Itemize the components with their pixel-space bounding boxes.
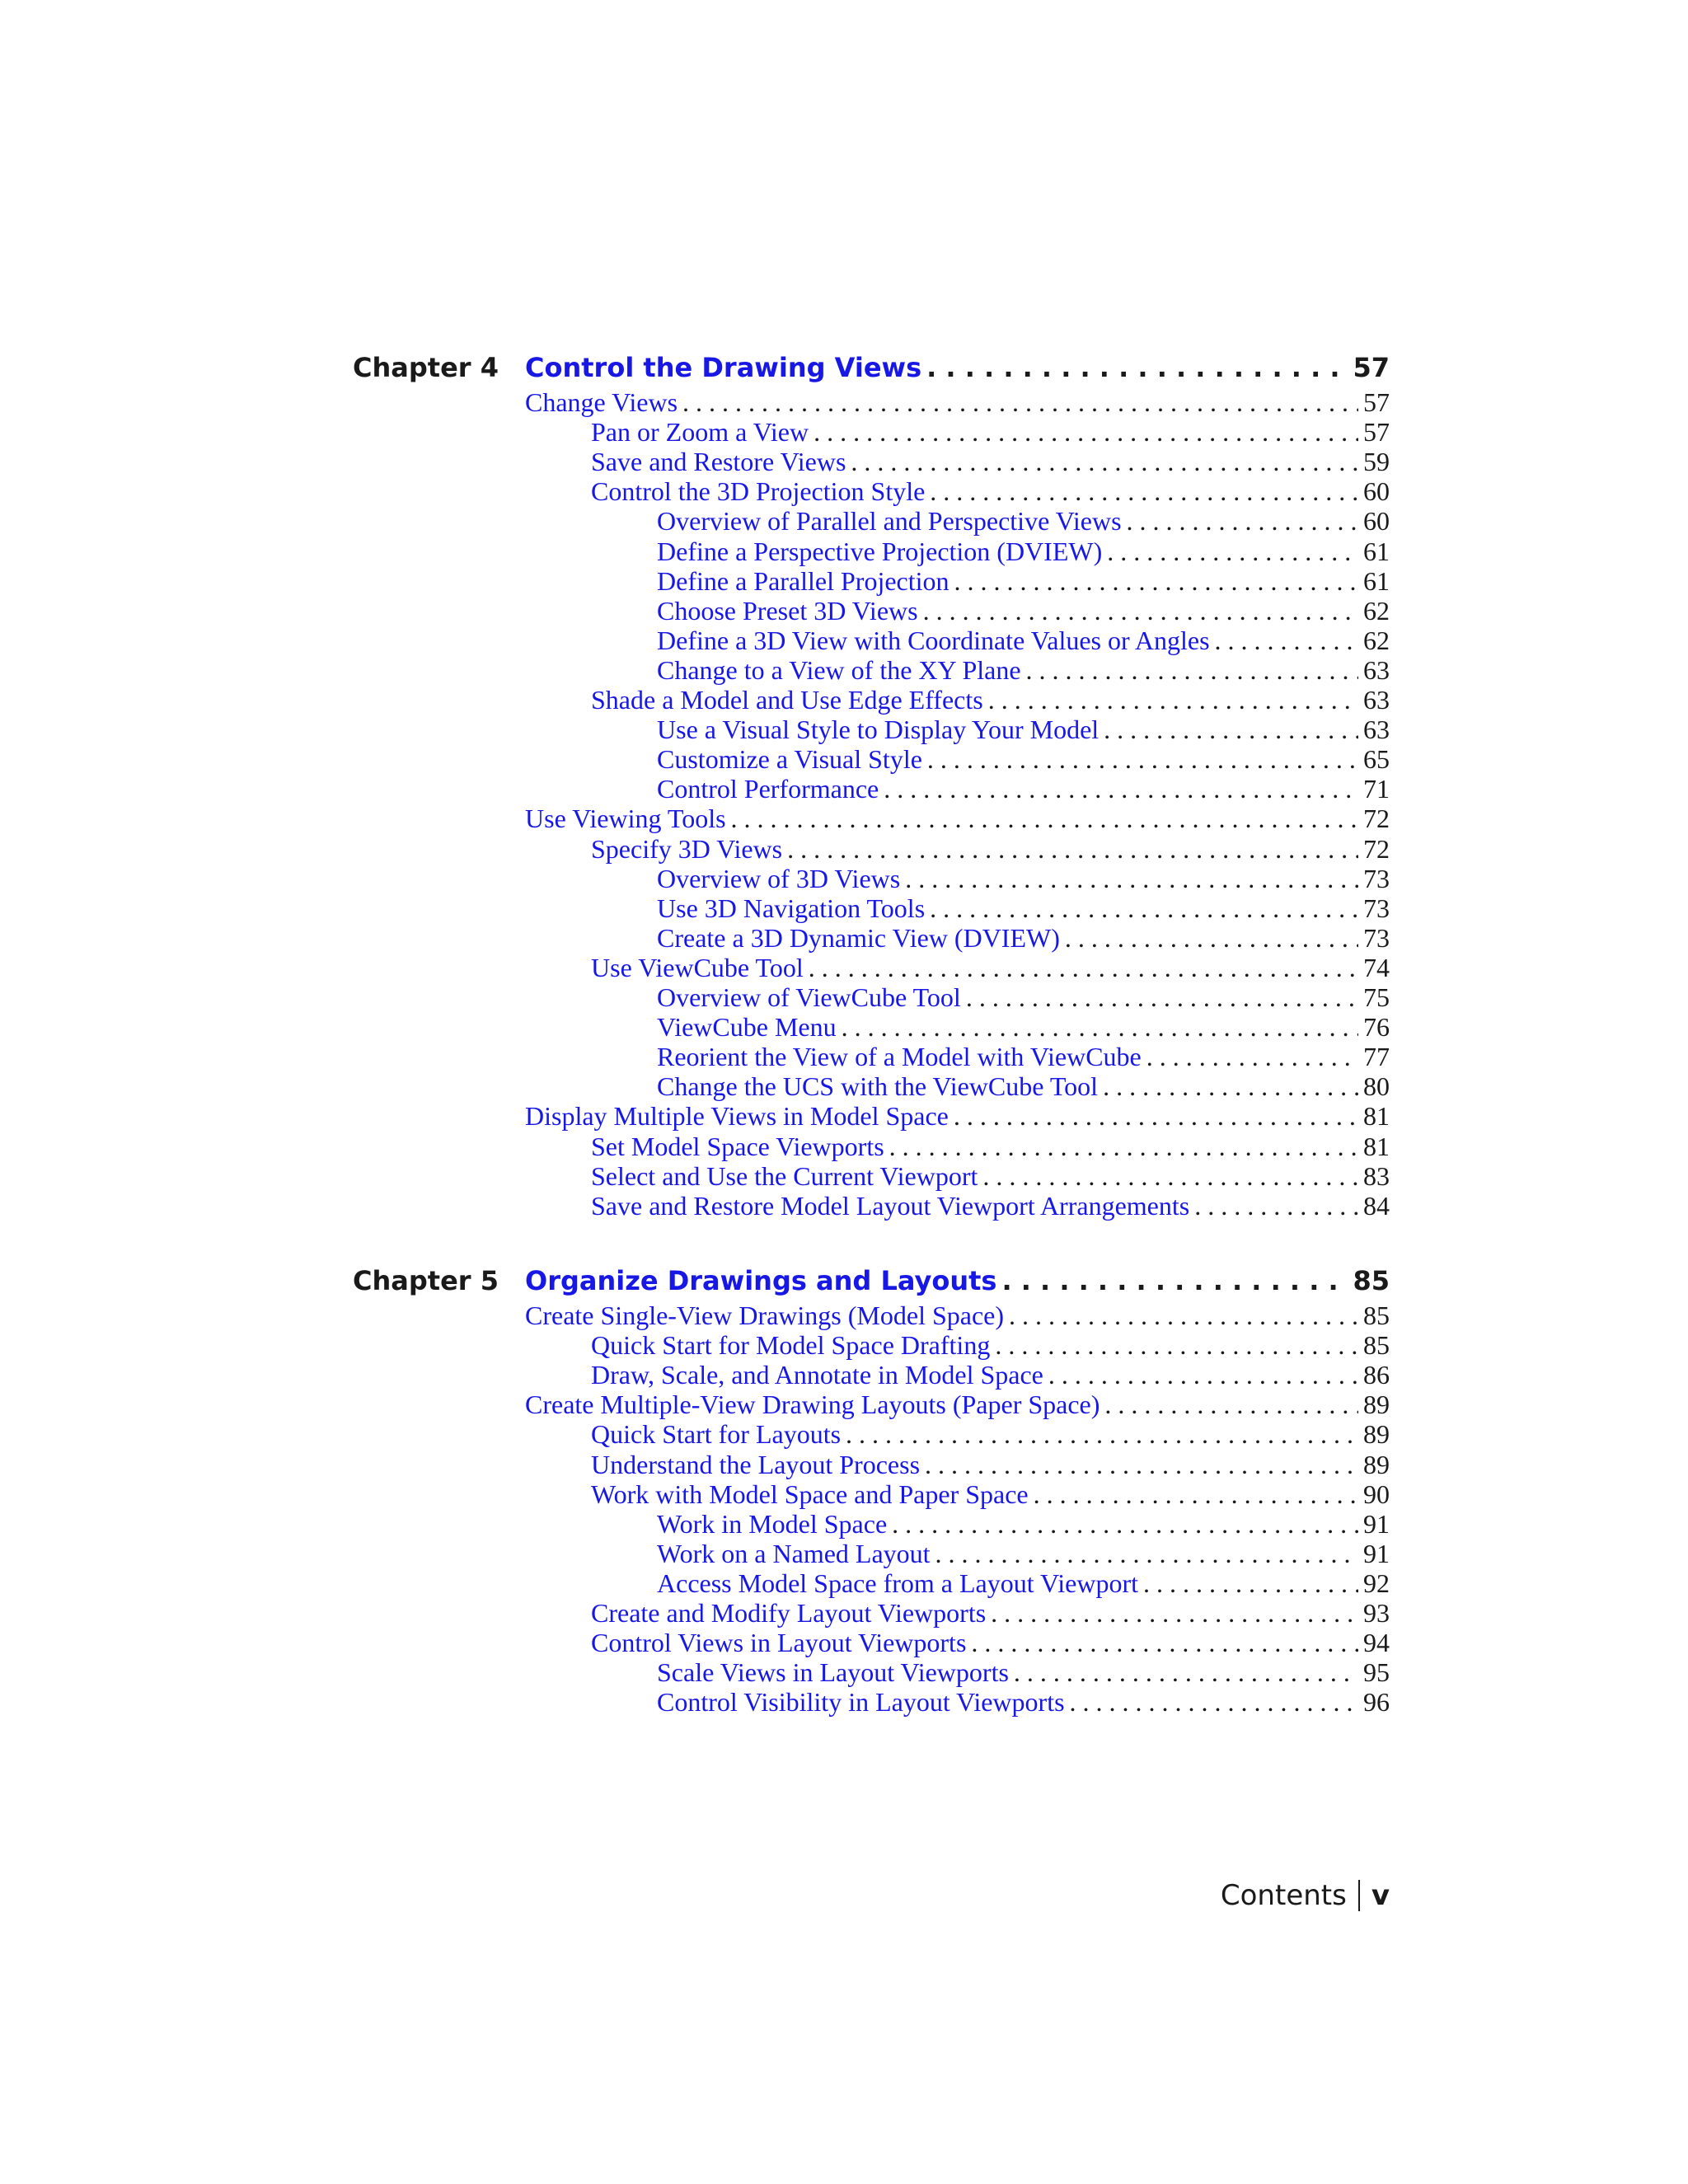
toc-entry-link[interactable] [591, 1628, 1390, 1657]
toc-dot-leader [923, 596, 1358, 626]
toc-dot-leader [814, 417, 1358, 447]
toc-entry-title: Define a 3D View with Coordinate Values or Angles [657, 625, 1210, 655]
toc-page-number: 91 [1363, 1508, 1390, 1539]
toc-dot-leader [1065, 923, 1358, 953]
toc-dot-leader [1001, 1261, 1348, 1301]
toc-page-number: 80 [1363, 1071, 1390, 1102]
toc-page-number: 89 [1363, 1419, 1390, 1450]
toc-page-number: 84 [1363, 1190, 1390, 1221]
toc-entry-link[interactable] [657, 626, 1390, 655]
toc-dot-leader [905, 864, 1358, 893]
toc-dot-leader [731, 804, 1358, 833]
toc-entry-link[interactable] [591, 1419, 1390, 1449]
toc-dot-leader [1014, 1657, 1358, 1687]
toc-entry-link[interactable] [591, 1360, 1390, 1390]
toc-page-number: 89 [1363, 1449, 1390, 1479]
toc-page-number: 90 [1363, 1479, 1390, 1509]
toc-page-number: 63 [1363, 685, 1390, 715]
footer-separator [1358, 1880, 1360, 1911]
toc-entry-link[interactable] [657, 596, 1390, 626]
toc-dot-leader [982, 1161, 1358, 1191]
toc-entry-title: Control the Drawing Views [525, 352, 922, 383]
toc-entry-title: Work with Model Space and Paper Space [591, 1479, 1029, 1509]
toc-entry-title: Create Single-View Drawings (Model Space) [525, 1301, 1005, 1330]
toc-page-number: 57 [1363, 417, 1390, 448]
toc-page-number: 95 [1363, 1657, 1390, 1688]
toc-entry-link[interactable] [657, 537, 1390, 566]
toc-page-number: 59 [1363, 447, 1390, 477]
toc-page-number: 92 [1363, 1568, 1390, 1598]
toc-page-number: 77 [1363, 1042, 1390, 1072]
toc-entry-link[interactable] [525, 804, 1390, 833]
toc-page-number: 62 [1363, 625, 1390, 655]
toc-dot-leader [1215, 626, 1358, 655]
toc-page-number: 72 [1363, 804, 1390, 834]
toc-dot-leader [1104, 1390, 1358, 1419]
toc-page-number: 96 [1363, 1687, 1390, 1718]
toc-dot-leader [1107, 537, 1358, 566]
toc-entry-title: Control Performance [657, 774, 879, 804]
toc-dot-leader [971, 1628, 1358, 1657]
toc-entry-title: Change Views [525, 387, 678, 417]
toc-page-number: 57 [1363, 387, 1390, 417]
toc-entry-link[interactable] [657, 566, 1390, 596]
toc-dot-leader [925, 1450, 1358, 1479]
toc-entry-link[interactable] [657, 1509, 1390, 1539]
toc-entry-title: Define a Parallel Projection [657, 565, 950, 596]
toc-dot-leader [842, 1012, 1358, 1042]
toc-entry-link[interactable] [591, 1330, 1390, 1360]
toc-entry-title: Understand the Layout Process [591, 1449, 921, 1479]
toc-page-number: 60 [1363, 506, 1390, 537]
toc-entry-link[interactable] [657, 1687, 1390, 1717]
chapter-label: Chapter 5 [353, 1265, 499, 1296]
toc-entry-link[interactable] [657, 923, 1390, 953]
toc-entry-link[interactable] [591, 1161, 1390, 1191]
toc-entry-link[interactable] [591, 1450, 1390, 1479]
toc-dot-leader [995, 1330, 1358, 1360]
toc-page-number: 86 [1363, 1360, 1390, 1390]
toc-page-number: 71 [1363, 774, 1390, 804]
toc-chapter-title-link[interactable] [525, 1261, 1390, 1301]
toc-page-number: 62 [1363, 595, 1390, 626]
toc-entry-title: Save and Restore Views [591, 447, 846, 477]
toc-dot-leader [851, 447, 1358, 476]
toc-entry-link[interactable] [525, 1390, 1390, 1419]
toc-dot-leader [884, 774, 1358, 804]
toc-page-number: 72 [1363, 833, 1390, 864]
toc-dot-leader [787, 834, 1358, 864]
toc-entry-link[interactable] [657, 1042, 1390, 1071]
toc-entry-title: Display Multiple Views in Model Space [525, 1101, 949, 1132]
toc-page-number: 57 [1353, 352, 1390, 383]
toc-entry-title: Overview of ViewCube Tool [657, 982, 961, 1012]
toc-entry-title: Control Visibility in Layout Viewports [657, 1687, 1065, 1718]
toc-entry-link[interactable] [657, 774, 1390, 804]
toc-entry-link[interactable] [591, 685, 1390, 715]
toc-entry-title: Pan or Zoom a View [591, 417, 809, 448]
toc-entry-link[interactable] [591, 1132, 1390, 1161]
toc-entry-link[interactable] [657, 1539, 1390, 1568]
toc-entry-title: Access Model Space from a Layout Viewport [657, 1568, 1138, 1598]
toc-entry-title: Scale Views in Layout Viewports [657, 1657, 1009, 1688]
toc-entry-title: Use a Visual Style to Display Your Model [657, 715, 1100, 745]
toc-entry-title: Overview of Parallel and Perspective Views [657, 506, 1122, 537]
toc-entry-link[interactable] [525, 387, 1390, 417]
toc-dot-leader [1026, 655, 1358, 685]
toc-entry-link[interactable] [525, 1101, 1390, 1131]
toc-page-number: 81 [1363, 1101, 1390, 1132]
toc-entry-link[interactable] [657, 1071, 1390, 1101]
toc-entry-title: Control the 3D Projection Style [591, 476, 926, 507]
toc-dot-leader [1034, 1479, 1358, 1509]
toc-entry-title: Change to a View of the XY Plane [657, 654, 1021, 685]
toc-entry-link[interactable] [591, 447, 1390, 476]
toc-entry-title: Use Viewing Tools [525, 804, 726, 834]
toc-entry-link[interactable] [657, 1568, 1390, 1598]
toc-dot-leader [1194, 1191, 1358, 1221]
toc-entry-link[interactable] [591, 834, 1390, 864]
toc-entry-title: Specify 3D Views [591, 833, 783, 864]
toc-page-number: 85 [1363, 1301, 1390, 1330]
toc-page-number: 73 [1363, 893, 1390, 923]
toc-page-number: 60 [1363, 476, 1390, 507]
toc-dot-leader [809, 953, 1358, 982]
toc-dot-leader [1103, 1071, 1358, 1101]
toc-chapter-title-link[interactable] [525, 348, 1390, 387]
toc-dot-leader [954, 566, 1358, 596]
toc-entry-link[interactable] [525, 1301, 1390, 1330]
toc-page-number: 65 [1363, 744, 1390, 775]
toc-dot-leader [1127, 506, 1358, 536]
toc-page-number: 83 [1363, 1160, 1390, 1191]
toc-entry-title: Quick Start for Layouts [591, 1419, 842, 1450]
toc-entry-title: Use 3D Navigation Tools [657, 893, 926, 923]
toc-entry-link[interactable] [591, 1598, 1390, 1628]
toc-entry-title: Organize Drawings and Layouts [525, 1265, 997, 1296]
toc-entry-link[interactable] [657, 655, 1390, 685]
toc-entry-title: Create and Modify Layout Viewports [591, 1598, 987, 1628]
toc-entry-link[interactable] [657, 982, 1390, 1012]
toc-dot-leader [1070, 1687, 1358, 1717]
toc-page-number: 85 [1363, 1330, 1390, 1361]
toc-dot-leader [935, 1539, 1358, 1568]
toc-entry-title: Control Views in Layout Viewports [591, 1628, 967, 1658]
toc-entry-title: Draw, Scale, and Annotate in Model Space [591, 1360, 1043, 1390]
toc-page-number: 81 [1363, 1131, 1390, 1161]
toc-entry-link[interactable] [657, 744, 1390, 774]
toc-dot-leader [927, 744, 1358, 774]
toc-entry-title: Save and Restore Model Layout Viewport Arrangements [591, 1190, 1190, 1221]
toc-dot-leader [930, 893, 1358, 923]
toc-entry-title: Use ViewCube Tool [591, 952, 804, 982]
toc-page-number: 63 [1363, 715, 1390, 745]
toc-page-number: 73 [1363, 863, 1390, 893]
toc-page-number: 76 [1363, 1012, 1390, 1043]
toc-entry-link[interactable] [657, 1657, 1390, 1687]
toc-dot-leader [1146, 1042, 1358, 1071]
toc-entry-title: ViewCube Menu [657, 1012, 837, 1043]
toc-dot-leader [1143, 1568, 1358, 1598]
toc-entry-link[interactable] [591, 953, 1390, 982]
toc-dot-leader [991, 1598, 1358, 1628]
toc-entry-link[interactable] [657, 715, 1390, 744]
toc-page-number: 74 [1363, 952, 1390, 982]
toc-page-number: 63 [1363, 654, 1390, 685]
toc-entry-title: Select and Use the Current Viewport [591, 1160, 978, 1191]
toc-dot-leader [1104, 715, 1358, 744]
toc-entry-title: Customize a Visual Style [657, 744, 922, 775]
toc-entry-link[interactable] [591, 476, 1390, 506]
toc-dot-leader [892, 1509, 1358, 1539]
toc-entry-link[interactable] [591, 417, 1390, 447]
toc-dot-leader [988, 685, 1358, 715]
toc-entry-link[interactable] [591, 1191, 1390, 1221]
toc-entry-title: Choose Preset 3D Views [657, 595, 918, 626]
toc-page-number: 73 [1363, 922, 1390, 953]
chapter-label: Chapter 4 [353, 352, 499, 383]
footer-section-title: Contents [1220, 1879, 1347, 1912]
toc-dot-leader [954, 1101, 1358, 1131]
toc-page-number: 93 [1363, 1598, 1390, 1628]
toc-entry-link[interactable] [591, 1479, 1390, 1509]
toc-page-number: 75 [1363, 982, 1390, 1012]
toc-entry-title: Shade a Model and Use Edge Effects [591, 685, 983, 715]
toc-page-number: 89 [1363, 1390, 1390, 1420]
toc-page-number: 94 [1363, 1628, 1390, 1658]
toc-page-number: 85 [1353, 1265, 1390, 1296]
toc-entry-link[interactable] [657, 864, 1390, 893]
toc-page-number: 61 [1363, 565, 1390, 596]
toc-dot-leader [966, 982, 1358, 1012]
toc-entry-link[interactable] [657, 506, 1390, 536]
toc-page-number: 61 [1363, 536, 1390, 566]
toc-dot-leader [926, 348, 1348, 387]
toc-dot-leader [846, 1419, 1358, 1449]
toc-entry-link[interactable] [657, 1012, 1390, 1042]
toc-dot-leader [1009, 1301, 1358, 1330]
toc-entry-title: Quick Start for Model Space Drafting [591, 1330, 991, 1361]
footer-page-number: v [1371, 1879, 1390, 1912]
page-footer [1221, 1877, 1390, 1914]
toc-entry-title: Work in Model Space [657, 1508, 888, 1539]
toc-entry-title: Change the UCS with the ViewCube Tool [657, 1071, 1099, 1102]
toc-dot-leader [682, 387, 1358, 417]
toc-dot-leader [930, 476, 1358, 506]
toc-entry-title: Define a Perspective Projection (DVIEW) [657, 536, 1103, 566]
toc-entry-title: Reorient the View of a Model with ViewCube [657, 1042, 1142, 1072]
toc-entry-title: Work on a Named Layout [657, 1538, 931, 1568]
toc-entry-title: Set Model Space Viewports [591, 1131, 884, 1161]
toc-entry-title: Overview of 3D Views [657, 863, 901, 893]
toc-entry-link[interactable] [657, 893, 1390, 923]
toc-dot-leader [889, 1132, 1358, 1161]
toc-entry-title: Create a 3D Dynamic View (DVIEW) [657, 922, 1060, 953]
toc-dot-leader [1048, 1360, 1358, 1390]
toc-page-number: 91 [1363, 1538, 1390, 1568]
toc-entry-title: Create Multiple-View Drawing Layouts (Paper Space) [525, 1390, 1100, 1420]
